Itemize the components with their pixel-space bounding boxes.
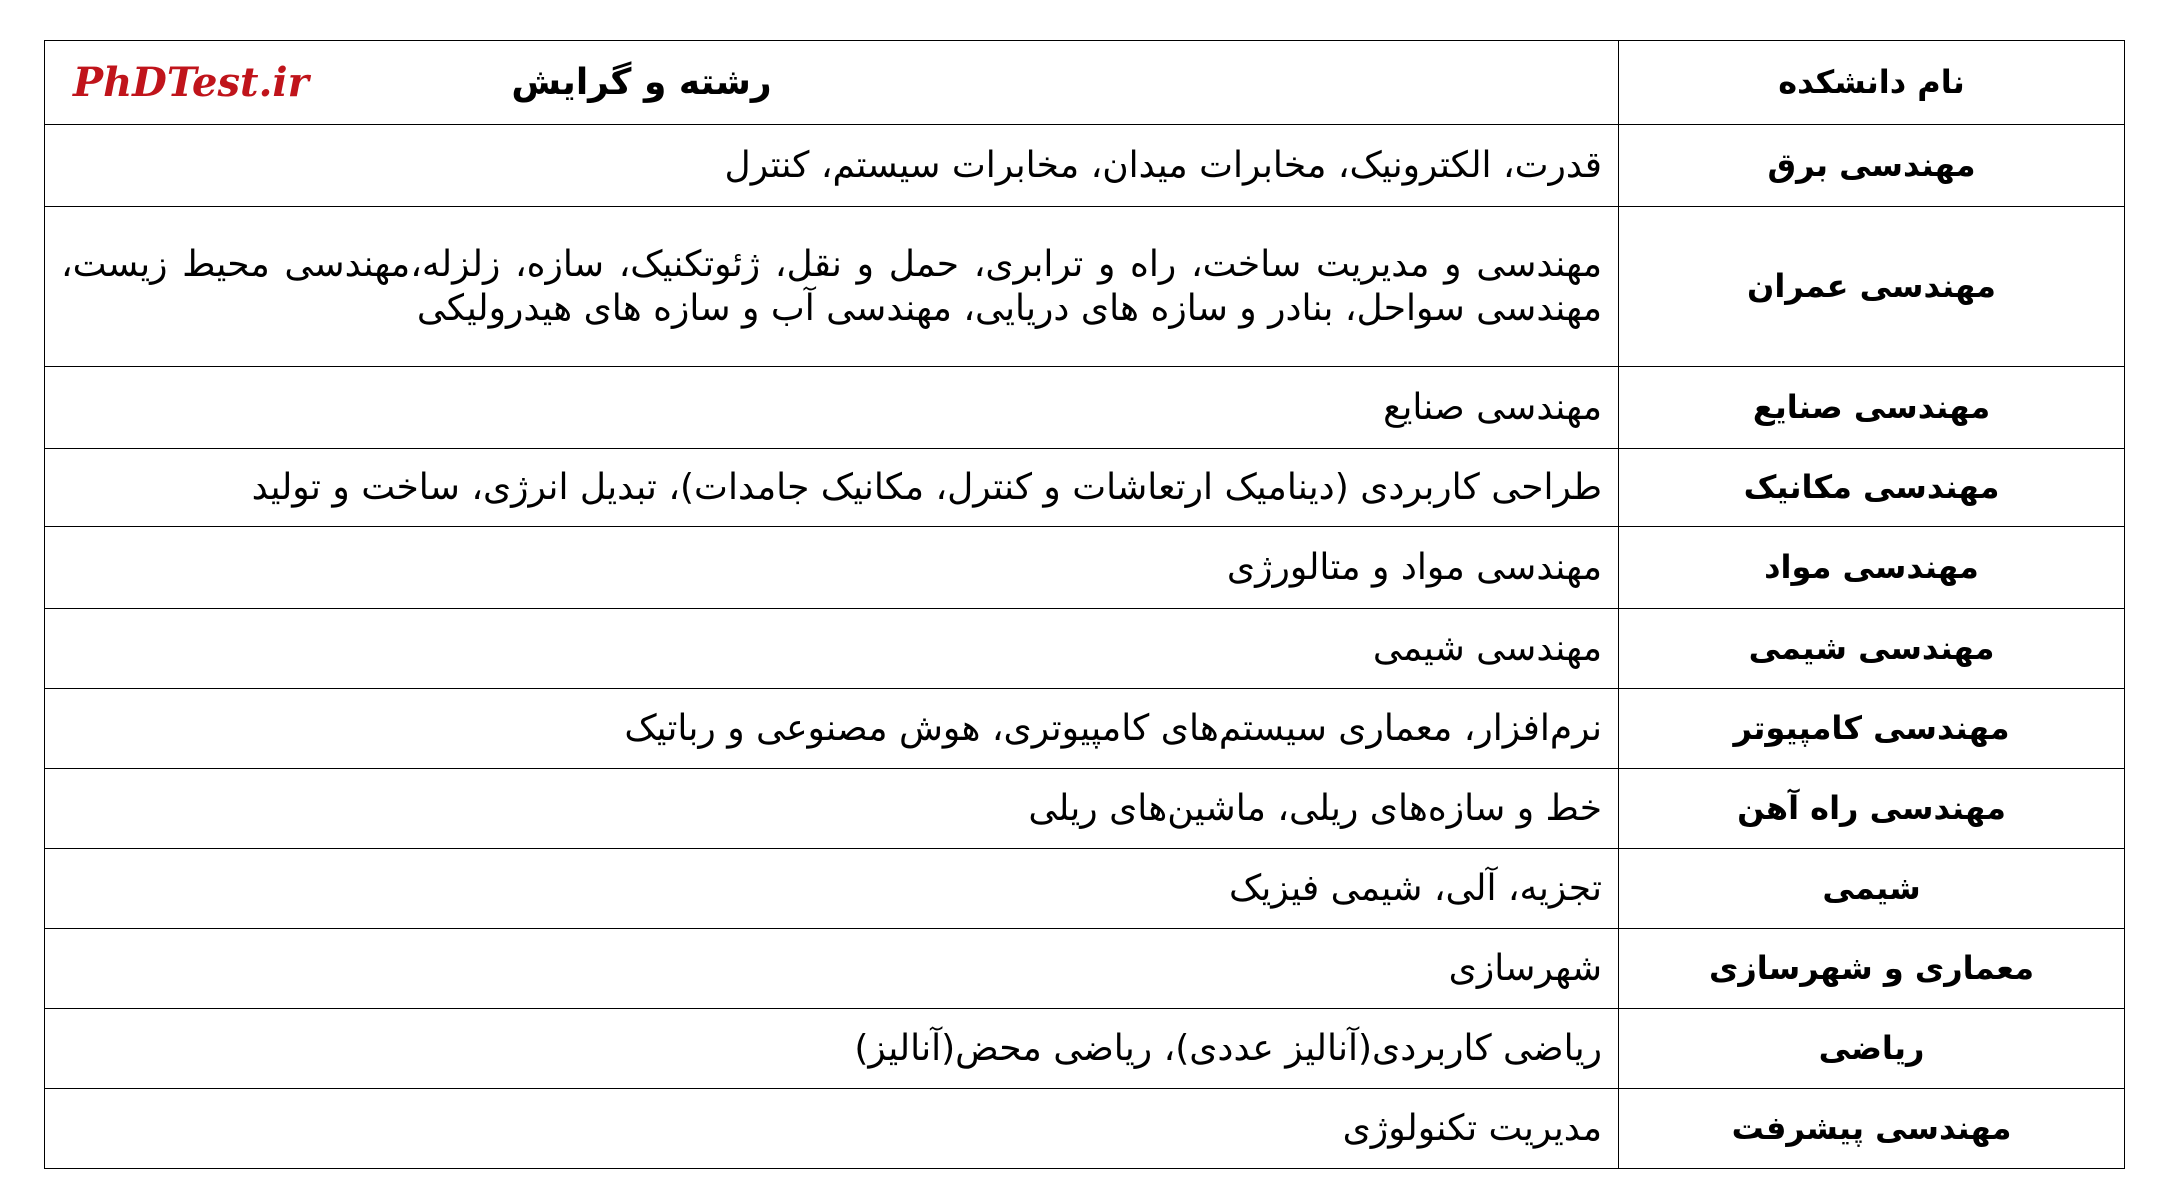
table-header-row [45,41,2125,125]
table-row [45,929,2125,1009]
field-list: مهندسی شیمی [45,609,1619,689]
field-list: قدرت، الکترونیک، مخابرات میدان، مخابرات سیستم، کنترل [45,125,1619,207]
table-row [45,769,2125,849]
field-list: طراحی کاربردی (دینامیک ارتعاشات و کنترل، مکانیک جامدات)، تبدیل انرژی، ساخت و تولید [45,449,1619,527]
header-field: رشته و گرایش [511,61,772,103]
faculty-name: مهندسی راه آهن [1619,769,2125,849]
field-list: مهندسی صنایع [45,367,1619,449]
faculty-name: مهندسی پیشرفت [1619,1089,2125,1169]
field-list: مدیریت تکنولوژی [45,1089,1619,1169]
header-field-cell [45,41,1619,125]
table-row [45,609,2125,689]
faculty-name: مهندسی شیمی [1619,609,2125,689]
field-list: خط و سازه‌های ریلی، ماشین‌های ریلی [45,769,1619,849]
faculty-name: مهندسی برق [1619,125,2125,207]
field-list: تجزیه، آلی، شیمی فیزیک [45,849,1619,929]
field-list: ریاضی کاربردی(آنالیز عددی)، ریاضی محض(آنالیز) [45,1009,1619,1089]
table-row [45,449,2125,527]
brand-watermark[interactable]: PhDTest.ir [73,58,309,106]
header-faculty: نام دانشکده [1619,41,2125,125]
faculty-fields-table [44,40,2125,1169]
table-row [45,207,2125,367]
table-row [45,527,2125,609]
table-row [45,689,2125,769]
field-list: نرم‌افزار، معماری سیستم‌های کامپیوتری، هوش مصنوعی و رباتیک [45,689,1619,769]
table-row [45,1009,2125,1089]
table-row [45,125,2125,207]
faculty-name: ریاضی [1619,1009,2125,1089]
faculty-name: مهندسی مواد [1619,527,2125,609]
field-list: مهندسی و مدیریت ساخت، راه و ترابری، حمل و نقل، ژئوتکنیک، سازه، زلزله،مهندسی محیط زیست، مهندسی سواحل، بنادر و سازه های دریایی، مهندسی آب و سازه های هیدرولیکی [45,207,1619,367]
table-row [45,1089,2125,1169]
table-row [45,367,2125,449]
table-row [45,849,2125,929]
faculty-name: مهندسی صنایع [1619,367,2125,449]
faculty-name: مهندسی مکانیک [1619,449,2125,527]
field-list: مهندسی مواد و متالورژی [45,527,1619,609]
field-list: شهرسازی [45,929,1619,1009]
faculty-name: شیمی [1619,849,2125,929]
faculty-name: مهندسی کامپیوتر [1619,689,2125,769]
faculty-name: مهندسی عمران [1619,207,2125,367]
faculty-name: معماری و شهرسازی [1619,929,2125,1009]
